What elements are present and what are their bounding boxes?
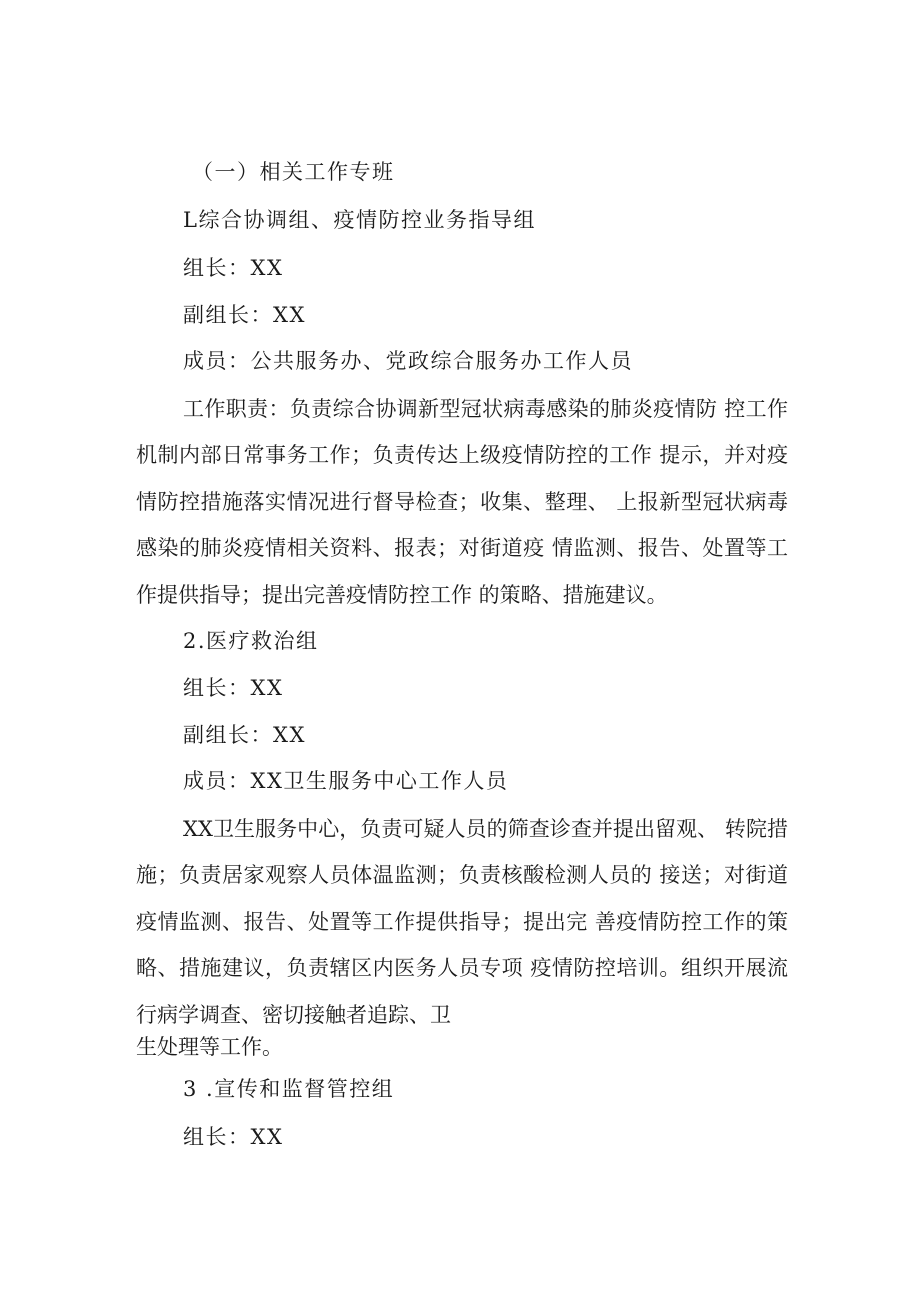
section-heading: （一）相关工作专班 xyxy=(192,160,395,184)
group2-deputy: 副组长：XX xyxy=(183,723,306,747)
group2-duties-line: 施；负责居家观察人员体温监测；负责核酸检测人员的 接送；对街道 xyxy=(136,863,788,887)
group2-duties-line: 疫情监测、报告、处置等工作提供指导；提出完 善疫情防控工作的策 xyxy=(136,910,788,934)
group2-duties-line: 略、措施建议，负责辖区内医务人员专项 疫情防控培训。组织开展流 xyxy=(136,956,788,980)
group1-duties-line: 工作职责：负责综合协调新型冠状病毒感染的肺炎疫情防 控工作 xyxy=(183,397,788,421)
group2-title: 2.医疗救治组 xyxy=(183,629,319,653)
group1-deputy: 副组长：XX xyxy=(183,303,306,327)
group2-members: 成员：XX卫生服务中心工作人员 xyxy=(183,769,509,793)
group1-duties-line: 感染的肺炎疫情相关资料、报表；对街道疫 情监测、报告、处置等工 xyxy=(136,536,788,560)
group1-duties-line: 作提供指导；提出完善疫情防控工作 的策略、措施建议。 xyxy=(136,583,668,607)
group2-duties-line: 行病学调查、密切接触者追踪、卫 xyxy=(136,1003,451,1027)
group2-leader: 组长：XX xyxy=(183,676,284,700)
group1-members: 成员：公共服务办、党政综合服务办工作人员 xyxy=(183,349,633,373)
group1-duties-line: 机制内部日常事务工作；负责传达上级疫情防控的工作 提示，并对疫 xyxy=(136,443,788,467)
group3-leader: 组长：XX xyxy=(183,1125,284,1149)
group2-duties-line: 生处理等工作。 xyxy=(136,1035,283,1059)
group1-duties-line: 情防控措施落实情况进行督导检查；收集、整理、 上报新型冠状病毒 xyxy=(136,490,788,514)
group2-duties-line: XX卫生服务中心，负责可疑人员的筛查诊查并提出留观、 转院措 xyxy=(183,817,788,841)
group3-title: 3 .宣传和监督管控组 xyxy=(183,1077,395,1101)
group1-leader: 组长：XX xyxy=(183,256,284,280)
group1-title: L综合协调组、疫情防控业务指导组 xyxy=(183,208,536,232)
